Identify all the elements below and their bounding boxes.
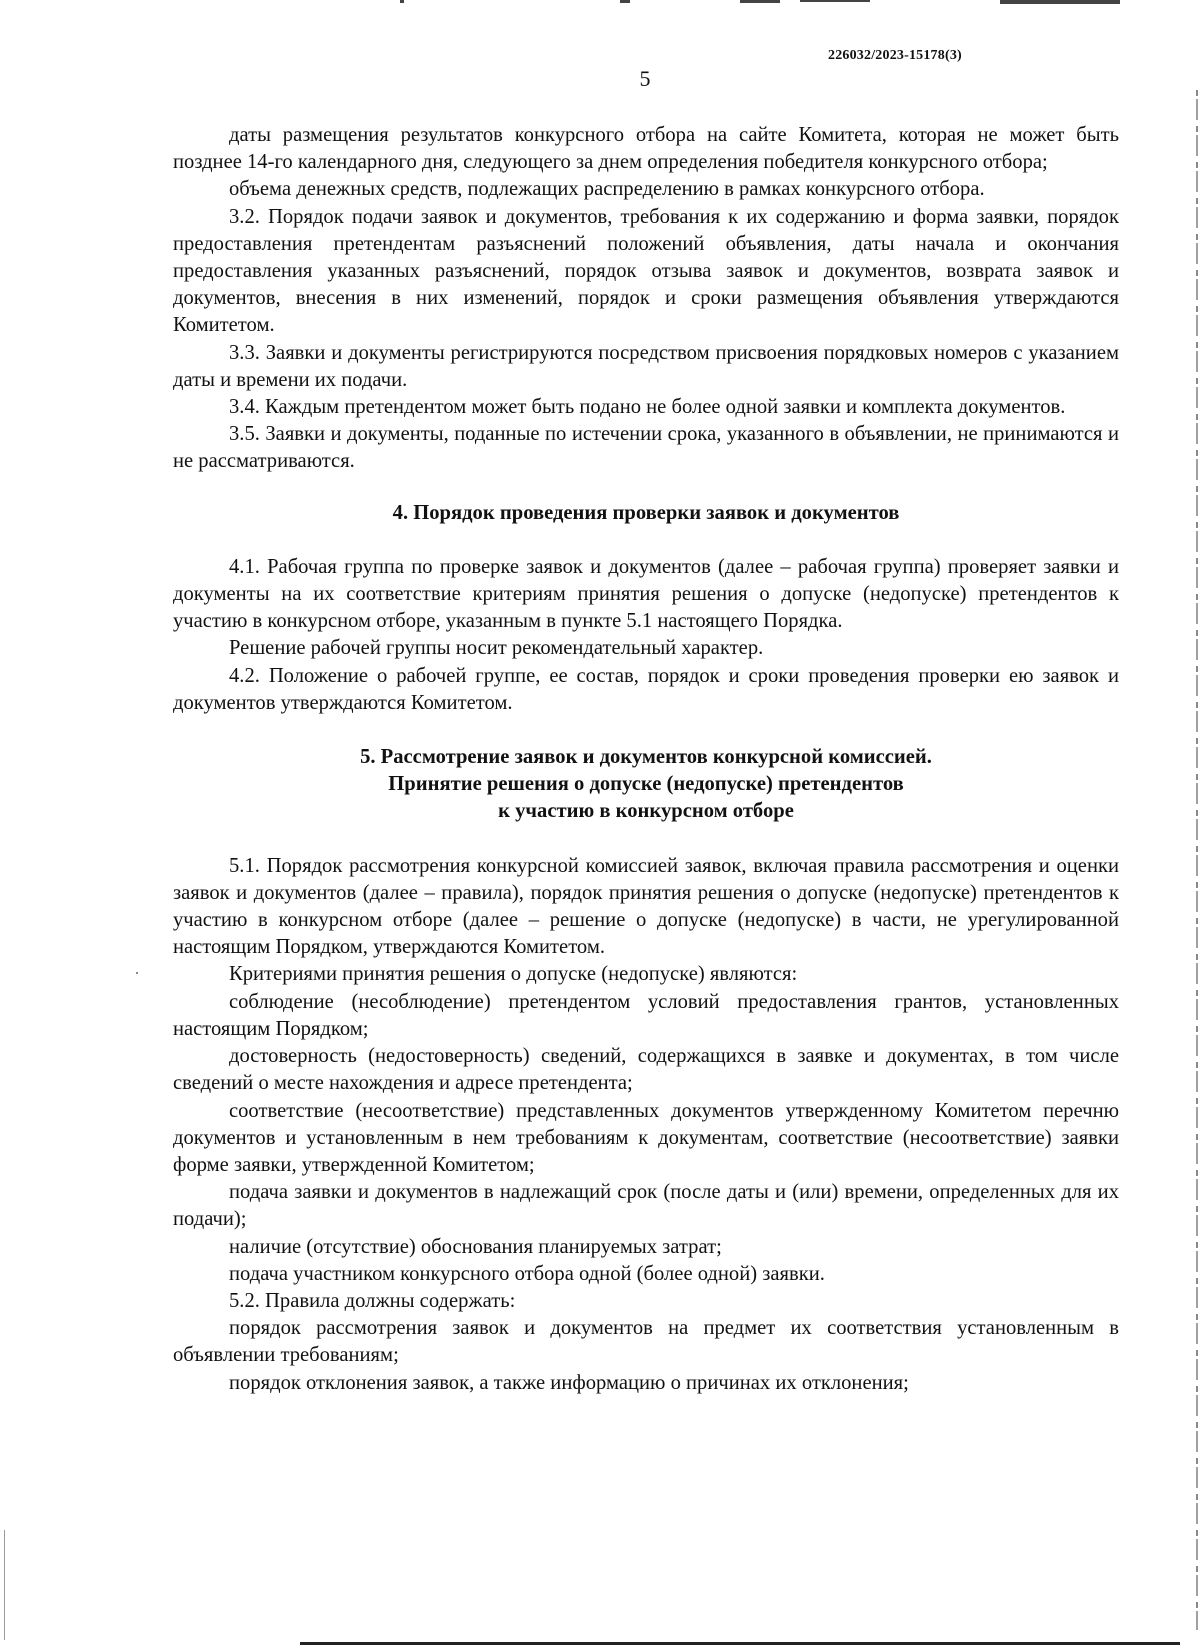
section-5-heading-line: 5. Рассмотрение заявок и документов конкурсной комиссией. — [360, 746, 932, 769]
section-4-heading: 4. Порядок проведения проверки заявок и документов — [392, 501, 900, 524]
rules-item: порядок рассмотрения заявок и документов на предмет их соответствия установленным в объявлении требованиям; — [173, 1317, 1119, 1367]
criteria-item: подача участником конкурсного отбора одной (более одной) заявки. — [229, 1262, 825, 1285]
paragraph-3-2: 3.2. Порядок подачи заявок и документов, требования к их содержанию и форма заявки, порядок предоставления претендентам разъяснений положений объявления, даты начала и окончания предоставления указанных разъяснений, порядок отзыва заявок и документов, возврата заявок и документов, внесения в них изменений, порядок и сроки размещения объявления утверждаются Комитетом. — [173, 205, 1119, 337]
paragraph-3-3: 3.3. Заявки и документы регистрируются посредством присвоения порядковых номеров с указанием даты и времени их подачи. — [173, 341, 1119, 391]
criteria-item: соблюдение (несоблюдение) претендентом условий предоставления грантов, установленных настоящим Порядком; — [173, 990, 1119, 1040]
paragraph-3-4: 3.4. Каждым претендентом может быть подано не более одной заявки и комплекта документов. — [229, 396, 1066, 419]
criteria-item: соответствие (несоответствие) представленных документов утвержденному Комитетом перечню документов и установленным в нем требованиям к документам, соответствие (несоответствие) заявки форме заявки, утвержденной Комитетом; — [173, 1099, 1119, 1176]
document-body — [173, 122, 1119, 1397]
criteria-item: наличие (отсутствие) обоснования планируемых затрат; — [229, 1235, 722, 1258]
scan-right-edge — [1196, 90, 1198, 1630]
paragraph-5-2: 5.2. Правила должны содержать: — [229, 1289, 516, 1312]
paragraph: Решение рабочей группы носит рекомендательный характер. — [229, 637, 764, 660]
criteria-item: подача заявки и документов в надлежащий срок (после даты и (или) времени, определенных для их подачи); — [173, 1181, 1119, 1231]
section-5-heading-line: Принятие решения о допуске (недопуске) претендентов — [388, 773, 904, 796]
scan-bottom-edge — [300, 1642, 1180, 1645]
paragraph: даты размещения результатов конкурсного отбора на сайте Комитета, которая не может быть позднее 14-го календарного дня, следующего за днем определения победителя конкурсного отбора; — [173, 124, 1119, 174]
paragraph: Критериями принятия решения о допуске (недопуске) являются: — [229, 963, 798, 986]
scan-speck — [136, 972, 138, 974]
page-number: 5 — [639, 66, 651, 91]
section-5-heading-line: к участию в конкурсном отборе — [498, 800, 794, 823]
paragraph-3-5: 3.5. Заявки и документы, поданные по истечении срока, указанного в объявлении, не принимаются и не рассматриваются. — [173, 423, 1119, 473]
document-id: 226032/2023-15178(3) — [828, 48, 962, 63]
paragraph: объема денежных средств, подлежащих распределению в рамках конкурсного отбора. — [229, 178, 985, 201]
scan-left-edge — [4, 1530, 5, 1640]
paragraph-4-2: 4.2. Положение о рабочей группе, ее состав, порядок и сроки проведения проверки ею заявок и документов утверждаются Комитетом. — [173, 664, 1119, 714]
rules-item: порядок отклонения заявок, а также информацию о причинах их отклонения; — [229, 1371, 909, 1394]
criteria-item: достоверность (недостоверность) сведений, содержащихся в заявке и документах, в том числе сведений о месте нахождения и адресе претендента; — [173, 1045, 1119, 1095]
paragraph-4-1: 4.1. Рабочая группа по проверке заявок и документов (далее – рабочая группа) проверяет заявки и документы на их соответствие критериям принятия решения о допуске (недопуске) претендентов к участию в конкурсном отборе, указанным в пункте 5.1 настоящего Порядка. — [173, 555, 1119, 633]
scan-top-artifact — [0, 0, 1200, 8]
section-5-heading — [173, 744, 1119, 826]
paragraph-5-1: 5.1. Порядок рассмотрения конкурсной комиссией заявок, включая правила рассмотрения и оценки заявок и документов (далее – правила), порядок принятия решения о допуске (недопуске) претендентов к участию в конкурсном отборе (далее – решение о допуске (недопуске) в части, не урегулированной настоящим Порядком, утверждаются Комитетом. — [173, 854, 1119, 959]
